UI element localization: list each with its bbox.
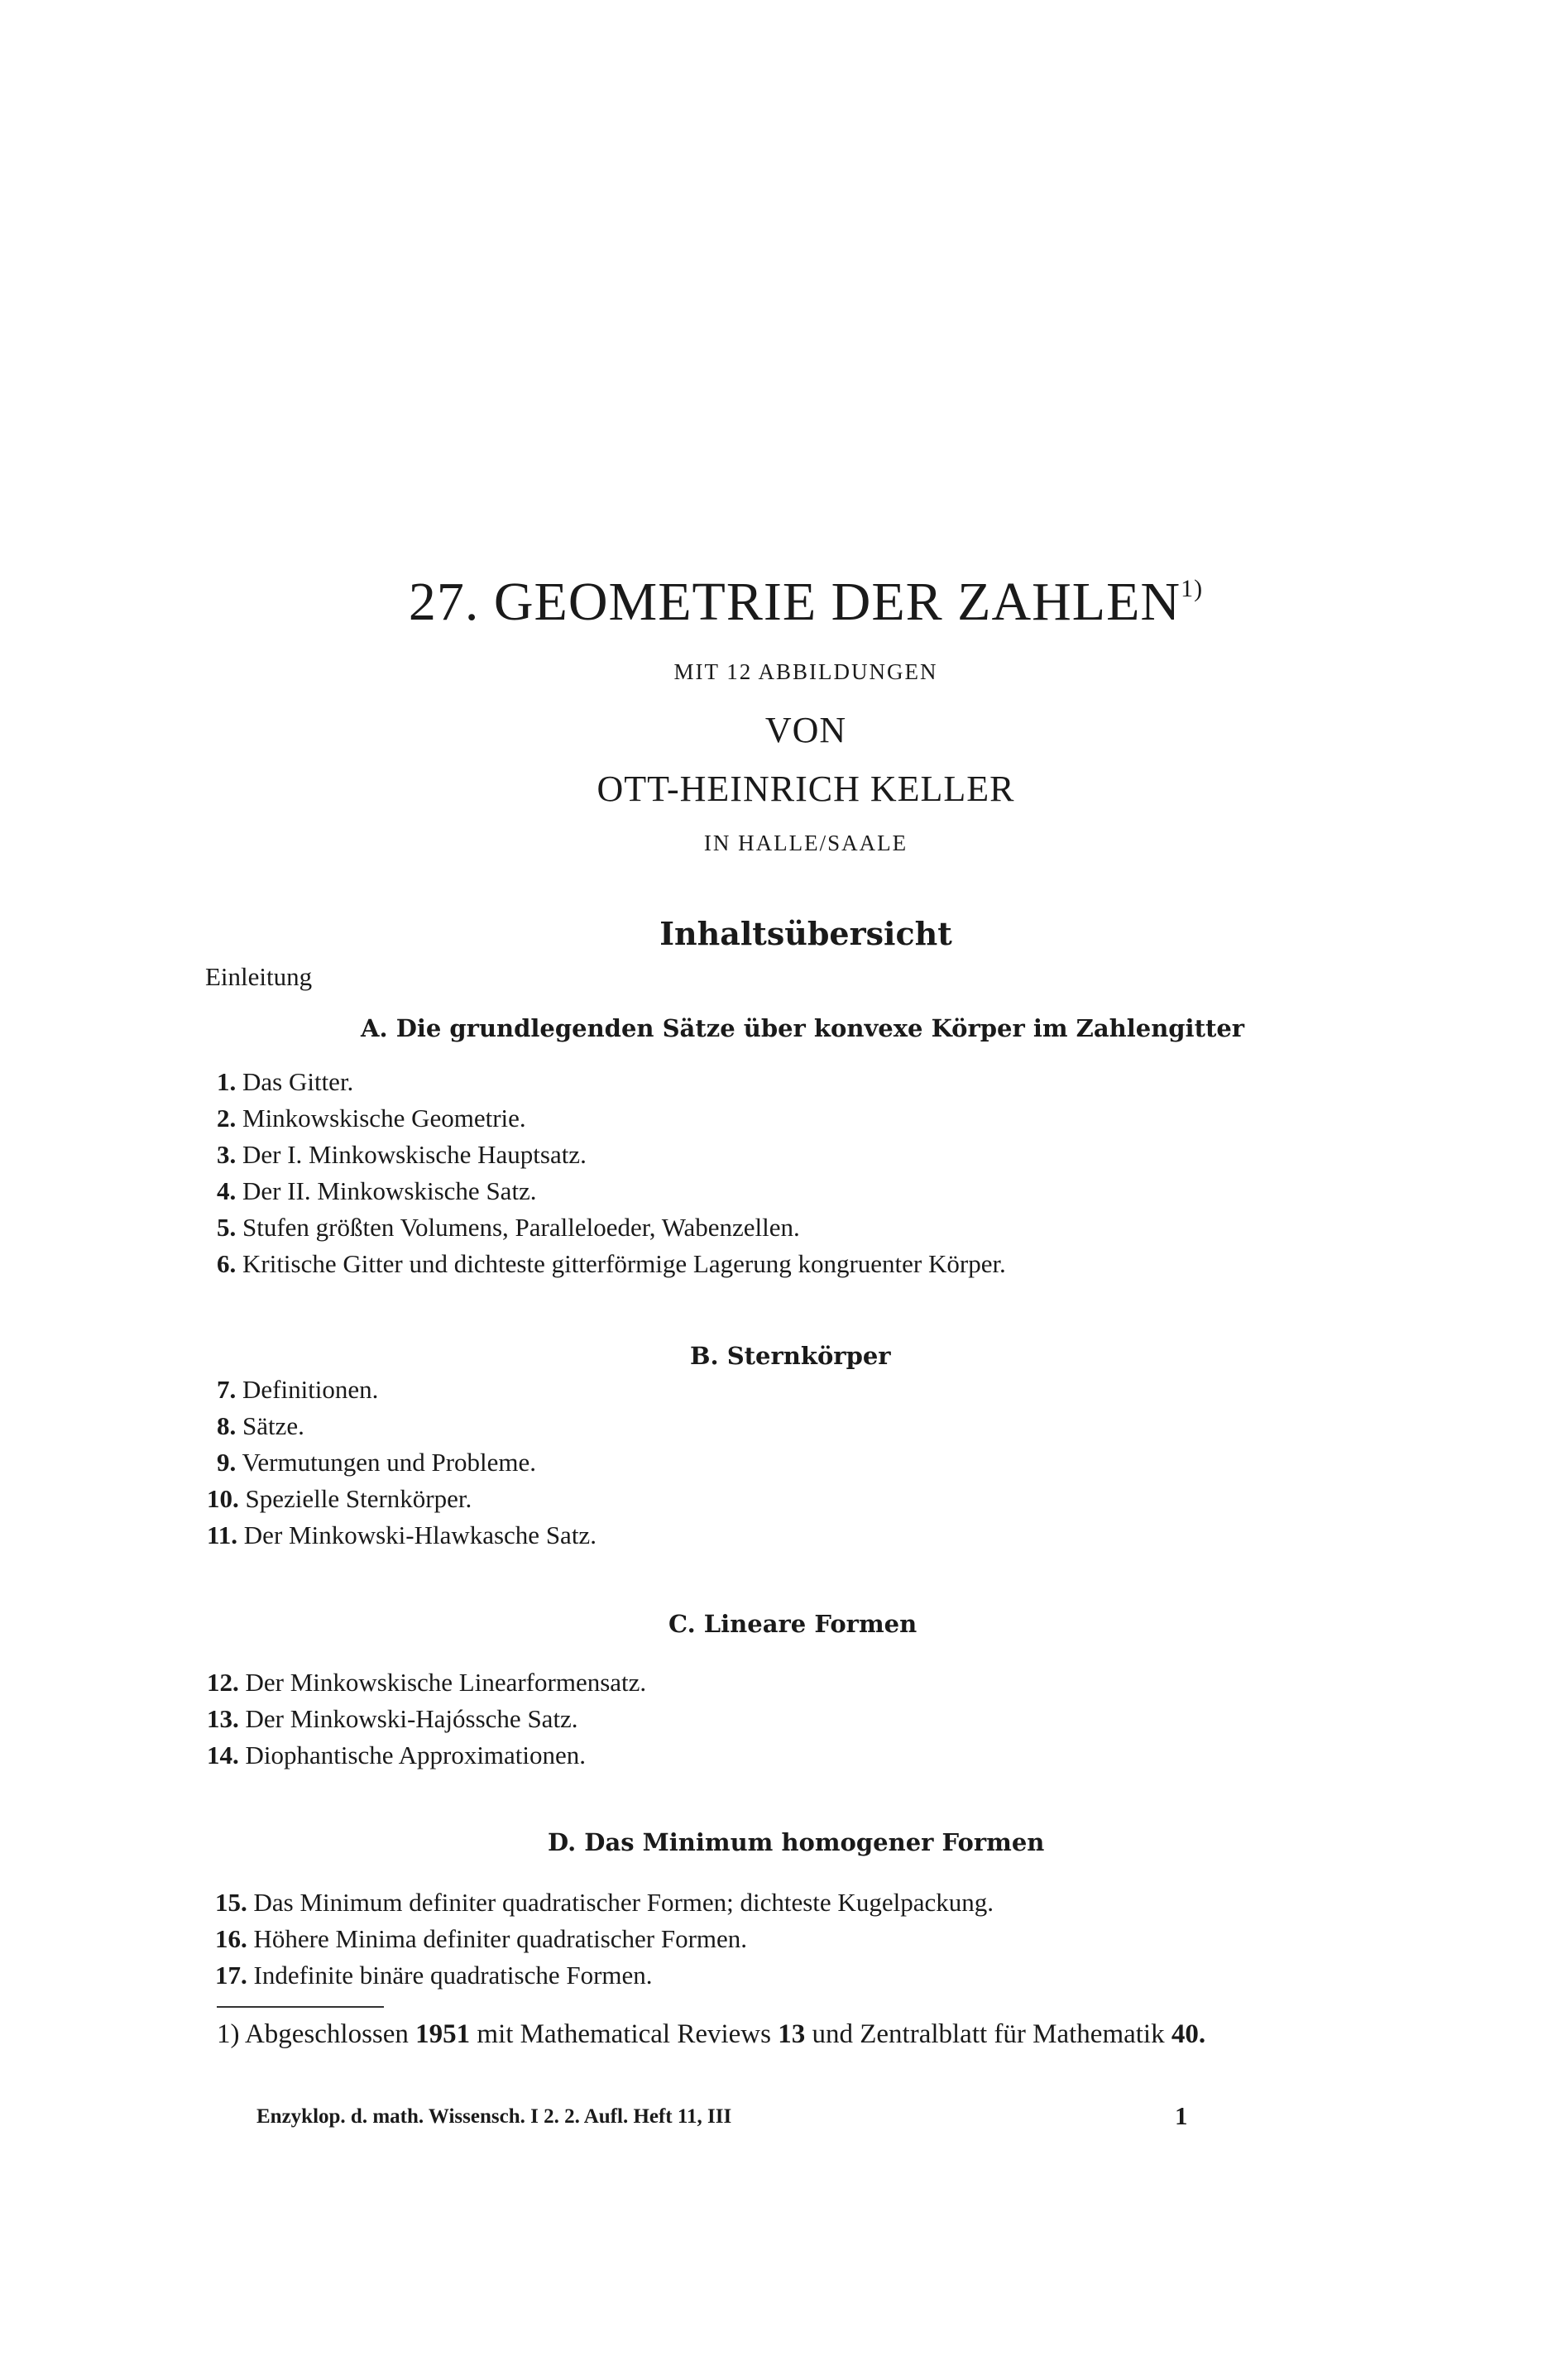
toc-item-text: Der I. Minkowskische Hauptsatz. <box>242 1140 587 1169</box>
section-d-heading: D. Das Minimum homogener Formen <box>548 1828 1045 1856</box>
toc-intro: Einleitung <box>205 962 313 991</box>
toc-item-number: 15. <box>215 1888 247 1917</box>
section-b-heading: B. Sternkörper <box>690 1342 891 1370</box>
toc-item-text: Der II. Minkowskische Satz. <box>242 1176 537 1205</box>
page-number: 1 <box>1175 2101 1188 2130</box>
article-number: 27. <box>408 572 480 632</box>
title-footnote-marker: 1) <box>1181 575 1204 602</box>
toc-item-number: 10. <box>207 1484 239 1513</box>
section-a-heading: A. Die grundlegenden Sätze über konvexe Körper im Zahlengitter <box>361 1014 1245 1042</box>
toc-item-text: Spezielle Sternkörper. <box>245 1484 472 1513</box>
toc-item-text: Das Minimum definiter quadratischer Formen; dichteste Kugelpackung. <box>253 1888 994 1917</box>
toc-item-number: 7. <box>217 1375 237 1404</box>
footnote-marker: 1) <box>217 2019 240 2049</box>
toc-item-number: 16. <box>215 1924 247 1953</box>
toc-item-number: 6. <box>217 1249 237 1278</box>
toc-item <box>217 1104 526 1133</box>
footnote-volume: 40. <box>1171 2019 1206 2049</box>
toc-item <box>207 1741 586 1770</box>
toc-item-text: Vermutungen und Probleme. <box>242 1448 537 1477</box>
footnote <box>217 2016 1375 2052</box>
toc-item <box>217 1140 587 1170</box>
toc-item-number: 8. <box>217 1411 237 1440</box>
article-title <box>0 571 1562 634</box>
toc-item-number: 2. <box>217 1104 237 1133</box>
toc-item-text: Definitionen. <box>242 1375 379 1404</box>
toc-item <box>217 1375 378 1405</box>
toc-item-number: 3. <box>217 1140 237 1169</box>
footnote-text: Abgeschlossen <box>244 2019 409 2049</box>
footnote-text: mit Mathematical Reviews <box>477 2019 771 2049</box>
toc-item-number: 11. <box>207 1520 238 1549</box>
toc-item <box>217 1249 1006 1279</box>
section-c-heading: C. Lineare Formen <box>668 1610 918 1638</box>
toc-item <box>215 1961 653 1990</box>
toc-item-number: 13. <box>207 1704 239 1733</box>
footnote-volume: 13 <box>778 2019 806 2049</box>
toc-item <box>217 1448 536 1477</box>
toc-item-text: Sätze. <box>242 1411 304 1440</box>
toc-item-text: Minkowskische Geometrie. <box>242 1104 526 1133</box>
toc-item-number: 9. <box>217 1448 237 1477</box>
toc-item <box>217 1067 353 1097</box>
footnote-text: und Zentralblatt für Mathematik <box>812 2019 1165 2049</box>
article-title-text: GEOMETRIE DER ZAHLEN <box>493 572 1181 632</box>
footnote-year: 1951 <box>415 2019 471 2049</box>
toc-item-text: Höhere Minima definiter quadratischer Formen. <box>253 1924 748 1953</box>
toc-item <box>217 1213 800 1243</box>
toc-item-text: Der Minkowskische Linearformensatz. <box>245 1668 647 1697</box>
footer-citation: Enzyklop. d. math. Wissensch. I 2. 2. Aufl. Heft 11, III <box>256 2105 732 2128</box>
toc-item <box>217 1411 304 1441</box>
toc-item-number: 4. <box>217 1176 237 1205</box>
toc-item-text: Indefinite binäre quadratische Formen. <box>253 1961 653 1990</box>
toc-item-text: Stufen größten Volumens, Paralleloeder, Wabenzellen. <box>242 1213 800 1242</box>
author-place: IN HALLE/SAALE <box>703 831 908 855</box>
toc-item-text: Das Gitter. <box>242 1067 354 1096</box>
footnote-divider <box>217 2006 384 2008</box>
toc-item-number: 17. <box>215 1961 247 1990</box>
toc-item <box>215 1924 747 1954</box>
toc-item-number: 5. <box>217 1213 237 1242</box>
toc-item-number: 14. <box>207 1741 239 1769</box>
toc-item <box>217 1176 537 1206</box>
toc-item-text: Kritische Gitter und dichteste gitterförmige Lagerung kongruenter Körper. <box>242 1249 1006 1278</box>
toc-item-number: 1. <box>217 1067 237 1096</box>
toc-item <box>207 1520 597 1550</box>
toc-item <box>207 1704 578 1734</box>
toc-item-text: Diophantische Approximationen. <box>245 1741 587 1769</box>
toc-item-number: 12. <box>207 1668 239 1697</box>
toc-item-text: Der Minkowski-Hlawkasche Satz. <box>243 1520 597 1549</box>
toc-heading: Inhaltsübersicht <box>659 915 952 952</box>
subtitle: MIT 12 ABBILDUNGEN <box>673 659 938 684</box>
toc-item <box>215 1888 994 1918</box>
author-name: OTT-HEINRICH KELLER <box>597 769 1015 809</box>
toc-item-text: Der Minkowski-Hajóssche Satz. <box>245 1704 578 1733</box>
toc-item <box>207 1484 472 1514</box>
toc-item <box>207 1668 646 1698</box>
von-label: VON <box>764 710 847 750</box>
